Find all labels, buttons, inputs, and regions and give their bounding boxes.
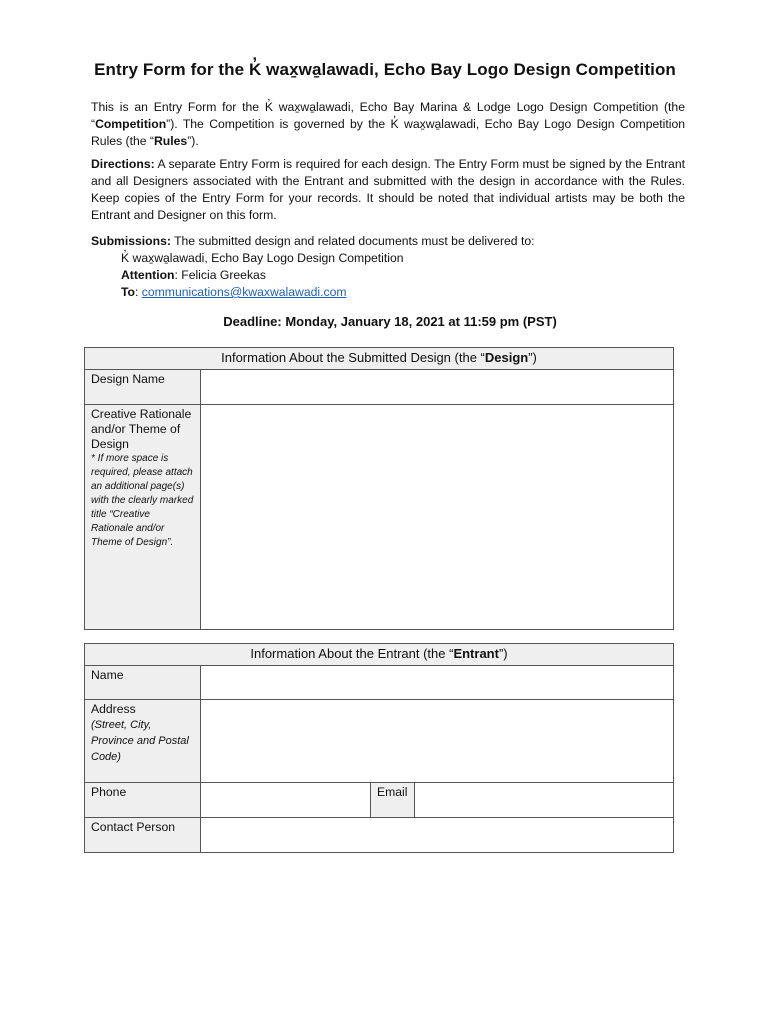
design-name-field[interactable] bbox=[201, 370, 674, 405]
email-field[interactable] bbox=[414, 783, 674, 818]
design-table-title: Information About the Submitted Design (the “Design”) bbox=[85, 348, 674, 370]
entrant-table-header bbox=[85, 644, 674, 666]
attention-label: Attention bbox=[121, 268, 175, 282]
directions-text: A separate Entry Form is required for each design. The Entry Form must be signed by the Entrant and all Designers associated with the Entrant and submitted with the design in accordance with the Rules. Keep copies of the Entry Form for your records. It should be noted that individual artists may be both the Entrant and Designer on this form. bbox=[91, 157, 685, 222]
address-row bbox=[85, 700, 674, 783]
design-name-row bbox=[85, 370, 674, 405]
design-info-table bbox=[84, 347, 674, 630]
intro-text-3: ”). bbox=[187, 134, 199, 148]
contact-person-row bbox=[85, 818, 674, 853]
to-separator: : bbox=[134, 285, 142, 299]
intro-competition: Competition bbox=[95, 117, 167, 131]
email-label: Email bbox=[371, 783, 415, 818]
address-label-cell bbox=[85, 700, 201, 783]
directions-paragraph bbox=[91, 156, 685, 224]
phone-label: Phone bbox=[85, 783, 201, 818]
directions-label: Directions: bbox=[91, 157, 155, 171]
entrant-table-title: Information About the Entrant (the “Entrant”) bbox=[85, 644, 674, 666]
design-table-header bbox=[85, 348, 674, 370]
entrant-name-row bbox=[85, 666, 674, 700]
entrant-info-table bbox=[84, 643, 674, 853]
creative-rationale-row bbox=[85, 405, 674, 630]
creative-rationale-note: * If more space is required, please attach an additional page(s) with the clearly marked title “Creative Rationale and/or Theme of Design”. bbox=[91, 453, 194, 548]
intro-text-1: This is an Entry Form for the K̓ wax̱wa̱lawadi, Echo Bay Marina & Lodge Logo Design Competition (the “ bbox=[91, 100, 685, 131]
submissions-block bbox=[91, 233, 685, 301]
intro-paragraph bbox=[91, 99, 685, 150]
creative-rationale-label: Creative Rationale and/or Theme of Design bbox=[91, 407, 192, 451]
intro-rules: Rules bbox=[154, 134, 188, 148]
address-field[interactable] bbox=[201, 700, 674, 783]
submissions-label: Submissions: bbox=[91, 234, 171, 248]
address-label: Address bbox=[91, 702, 136, 716]
entrant-name-field[interactable] bbox=[201, 666, 674, 700]
attention-line bbox=[91, 267, 685, 284]
to-label: To bbox=[121, 285, 135, 299]
intro-text-2: ”). The Competition is governed by the K̓ wax̱wa̱lawadi, Echo Bay Logo Design Competition Rules (the “ bbox=[91, 117, 685, 148]
contact-person-field[interactable] bbox=[201, 818, 674, 853]
address-note: (Street, City, Province and Postal Code) bbox=[91, 719, 189, 763]
deadline: Deadline: Monday, January 18, 2021 at 11:59 pm (PST) bbox=[223, 314, 557, 329]
attention-value: : Felicia Greekas bbox=[174, 268, 266, 282]
page-title: Entry Form for the K̓ wax̱wa̱lawadi, Echo Bay Logo Design Competition bbox=[94, 60, 676, 79]
entrant-name-label: Name bbox=[85, 666, 201, 700]
creative-rationale-label-cell bbox=[85, 405, 201, 630]
submissions-text: The submitted design and related documents must be delivered to: bbox=[170, 234, 535, 248]
contact-person-label: Contact Person bbox=[85, 818, 201, 853]
phone-field[interactable] bbox=[201, 783, 371, 818]
design-name-label: Design Name bbox=[85, 370, 201, 405]
email-link[interactable]: communications@kwaxwalawadi.com bbox=[141, 285, 347, 299]
creative-rationale-field[interactable] bbox=[201, 405, 674, 630]
submissions-recipient: K̓ wax̱wa̱lawadi, Echo Bay Logo Design Competition bbox=[121, 251, 404, 265]
to-line bbox=[91, 284, 685, 301]
phone-email-row bbox=[85, 783, 674, 818]
